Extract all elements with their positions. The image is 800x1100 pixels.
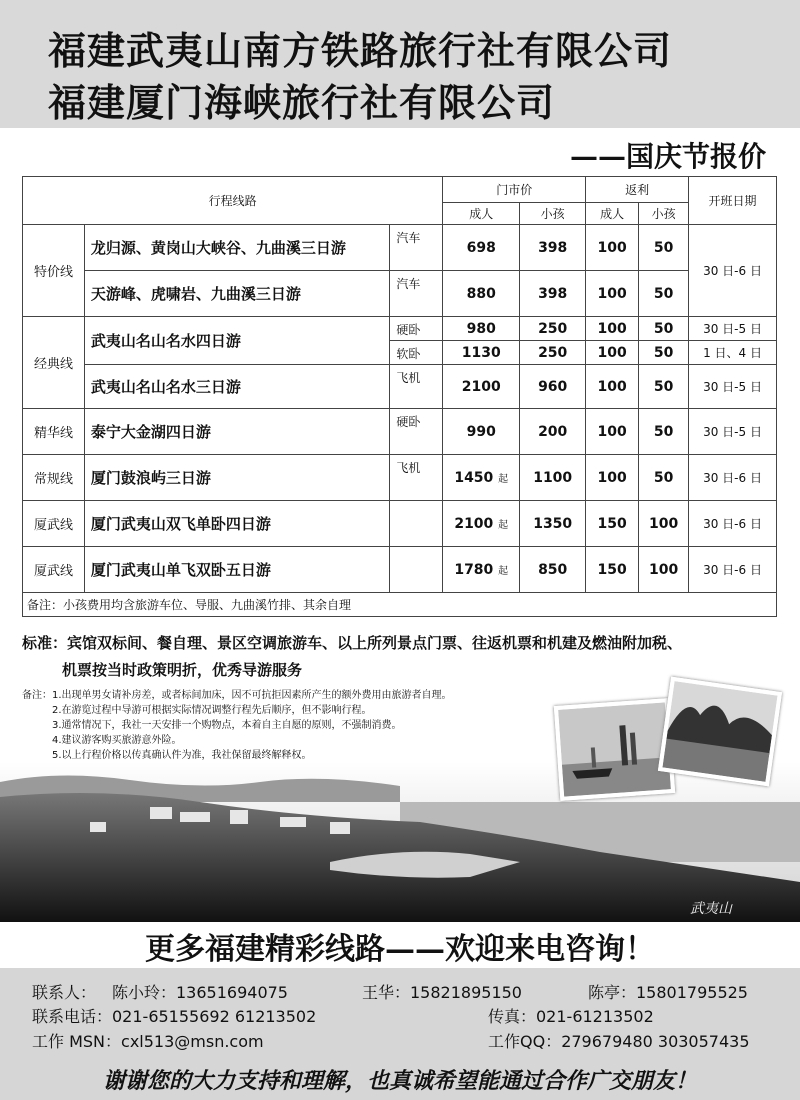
- table-row: [23, 409, 777, 455]
- transport-cell: 飞机: [390, 365, 443, 409]
- remark-item: [22, 688, 562, 703]
- route-cell: 龙归源、黄岗山大峡谷、九曲溪三日游: [84, 225, 389, 271]
- rebate-child-cell: 50: [639, 455, 689, 501]
- route-cell: 厦门鼓浪屿三日游: [84, 455, 389, 501]
- adult-price-value: 1780: [454, 561, 494, 578]
- table-row: [23, 501, 777, 547]
- rebate-child-cell: 50: [639, 409, 689, 455]
- remark-item: 5.以上行程价格以传真确认件为准，我社保留最终解释权。: [52, 750, 312, 761]
- transport-cell: 飞机: [390, 455, 443, 501]
- header-rebate-adult: 成人: [586, 203, 639, 225]
- route-cell: 武夷山名山名水三日游: [84, 365, 389, 409]
- child-price-cell: 960: [520, 365, 586, 409]
- adult-price-cell: 980: [443, 317, 520, 341]
- date-cell: 30 日-5 日: [689, 317, 777, 341]
- standard-line-1: 标准：宾馆双标间、餐自理、景区空调旅游车、以上所列景点门票、往返机票和机建及燃油附加税、: [22, 634, 683, 652]
- mountain-river-photo: [658, 677, 782, 787]
- rebate-adult-cell: 100: [586, 225, 639, 271]
- child-price-cell: 250: [520, 317, 586, 341]
- contact-person-2: 王华：15821895150: [362, 983, 522, 1002]
- route-cell: 厦门武夷山双飞单卧四日游: [84, 501, 389, 547]
- date-cell: 1 日、4 日: [689, 341, 777, 365]
- table-header-row: [23, 177, 777, 203]
- rebate-adult-cell: 100: [586, 317, 639, 341]
- transport-cell: 汽车: [390, 271, 443, 317]
- date-cell: 30 日-5 日: [689, 365, 777, 409]
- table-row: [23, 365, 777, 409]
- contact-person-1: 陈小玲：13651694075: [112, 983, 288, 1002]
- adult-price-cell: [443, 547, 520, 593]
- call-to-action-banner: 更多福建精彩线路——欢迎来电咨询！: [145, 932, 655, 967]
- transport-cell: 硬卧: [390, 409, 443, 455]
- table-note: 备注：小孩费用均含旅游车位、导服、九曲溪竹排、其余自理: [23, 593, 777, 617]
- table-row: [23, 547, 777, 593]
- rebate-adult-cell: 100: [586, 271, 639, 317]
- contact-fax: 传真：021-61213502: [488, 1007, 654, 1026]
- rebate-adult-cell: 100: [586, 341, 639, 365]
- category-cell: 常规线: [23, 455, 85, 501]
- adult-price-cell: 1130: [443, 341, 520, 365]
- remark-text: 1.出现单男女请补房差，或者标间加床，因不可抗拒因素所产生的额外费用由旅游者自理。: [52, 690, 452, 701]
- rebate-child-cell: 50: [639, 341, 689, 365]
- contact-phone: 联系电话：021-65155692 61213502: [32, 1007, 317, 1026]
- table-row: [23, 271, 777, 317]
- adult-price-cell: 2100: [443, 365, 520, 409]
- header-start-date: 开班日期: [689, 177, 777, 225]
- service-standard: [22, 630, 792, 684]
- category-cell: 厦武线: [23, 501, 85, 547]
- remarks-list: [22, 688, 562, 763]
- child-price-cell: 850: [520, 547, 586, 593]
- contact-person-3: 陈亭：15801795525: [588, 983, 748, 1002]
- adult-price-value: 2100: [454, 515, 494, 532]
- adult-price-cell: 698: [443, 225, 520, 271]
- rebate-adult-cell: 150: [586, 501, 639, 547]
- route-cell: 厦门武夷山单飞双卧五日游: [84, 547, 389, 593]
- rebate-child-cell: 100: [639, 501, 689, 547]
- child-price-cell: 1350: [520, 501, 586, 547]
- rebate-adult-cell: 100: [586, 409, 639, 455]
- adult-price-cell: [443, 455, 520, 501]
- table-row: [23, 455, 777, 501]
- rebate-child-cell: 50: [639, 225, 689, 271]
- date-cell: 30 日-5 日: [689, 409, 777, 455]
- child-price-cell: 1100: [520, 455, 586, 501]
- transport-cell: [390, 501, 443, 547]
- rebate-child-cell: 50: [639, 365, 689, 409]
- category-cell: 特价线: [23, 225, 85, 317]
- remark-item: 4.建议游客购买旅游意外险。: [52, 735, 182, 746]
- page-subtitle: ——国庆节报价: [569, 140, 766, 173]
- remark-item: 2.在游览过程中导游可根据实际情况调整行程先后顺序，但不影响行程。: [52, 705, 372, 716]
- standard-line-2: 机票按当时政策明折，优秀导游服务: [62, 661, 303, 679]
- header-child: 小孩: [520, 203, 586, 225]
- rebate-child-cell: 50: [639, 317, 689, 341]
- adult-price-cell: [443, 501, 520, 547]
- route-cell: 泰宁大金湖四日游: [84, 409, 389, 455]
- header-route: 行程线路: [23, 177, 443, 225]
- contact-msn: 工作 MSN：cxl513@msn.com: [32, 1032, 264, 1051]
- table-row: [23, 225, 777, 271]
- price-table: [22, 176, 777, 617]
- header-market-price: 门市价: [443, 177, 586, 203]
- adult-price-cell: 880: [443, 271, 520, 317]
- category-cell: 经典线: [23, 317, 85, 409]
- rebate-adult-cell: 100: [586, 455, 639, 501]
- transport-cell: [390, 547, 443, 593]
- rebate-child-cell: 50: [639, 271, 689, 317]
- child-price-cell: 398: [520, 225, 586, 271]
- rebate-adult-cell: 100: [586, 365, 639, 409]
- price-from-suffix: 起: [498, 565, 509, 577]
- route-cell: 天游峰、虎啸岩、九曲溪三日游: [84, 271, 389, 317]
- price-from-suffix: 起: [498, 473, 509, 485]
- transport-cell: 软卧: [390, 341, 443, 365]
- contact-person-label: 联系人：: [32, 983, 97, 1002]
- header-rebate-child: 小孩: [639, 203, 689, 225]
- header-banner: [0, 0, 800, 128]
- table-note-row: [23, 593, 777, 617]
- child-price-cell: 250: [520, 341, 586, 365]
- remark-item: 3.通常情况下，我社一天安排一个购物点，本着自主自愿的原则，不强制消费。: [52, 720, 402, 731]
- rebate-adult-cell: 150: [586, 547, 639, 593]
- date-cell: 30 日-6 日: [689, 225, 777, 317]
- header-adult: 成人: [443, 203, 520, 225]
- date-cell: 30 日-6 日: [689, 547, 777, 593]
- remarks-label: 备注：: [22, 690, 52, 701]
- harbor-photo: [554, 698, 675, 801]
- date-cell: 30 日-6 日: [689, 501, 777, 547]
- company-name-2: 福建厦门海峡旅行社有限公司: [48, 81, 556, 125]
- company-name-1: 福建武夷山南方铁路旅行社有限公司: [48, 29, 673, 73]
- header-rebate: 返利: [586, 177, 689, 203]
- adult-price-value: 1450: [454, 469, 494, 486]
- closing-message: 谢谢您的大力支持和理解，也真诚希望能通过合作广交朋友！: [102, 1069, 697, 1094]
- scenic-signature: 武夷山: [690, 901, 732, 917]
- table-row: [23, 317, 777, 341]
- child-price-cell: 398: [520, 271, 586, 317]
- route-cell: 武夷山名山名水四日游: [84, 317, 389, 365]
- category-cell: 精华线: [23, 409, 85, 455]
- transport-cell: 汽车: [390, 225, 443, 271]
- child-price-cell: 200: [520, 409, 586, 455]
- coastal-scenery-image: [0, 762, 800, 922]
- transport-cell: 硬卧: [390, 317, 443, 341]
- contact-qq: 工作QQ：279679480 303057435: [488, 1032, 750, 1051]
- category-cell: 厦武线: [23, 547, 85, 593]
- price-from-suffix: 起: [498, 519, 509, 531]
- date-cell: 30 日-6 日: [689, 455, 777, 501]
- adult-price-cell: 990: [443, 409, 520, 455]
- rebate-child-cell: 100: [639, 547, 689, 593]
